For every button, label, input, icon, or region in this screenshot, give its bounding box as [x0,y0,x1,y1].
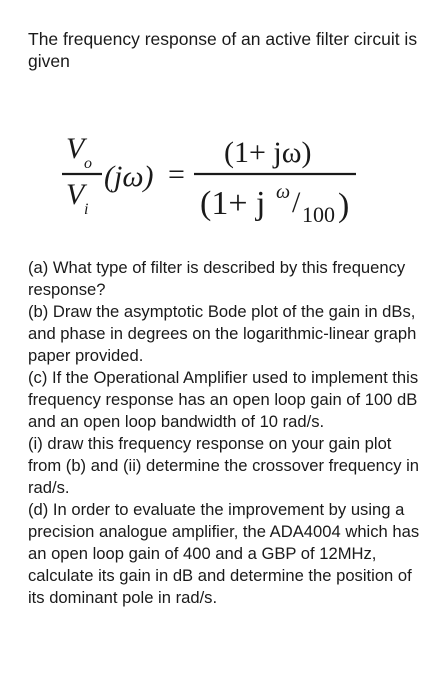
equals-sign: = [168,158,185,191]
rhs-denominator-hundred: 100 [302,202,335,227]
transfer-function-formula [54,118,374,228]
formula-svg [54,118,374,228]
rhs-numerator: (1+ jω) [224,136,312,169]
rhs-denominator-close: ) [338,187,350,224]
question-b: (b) Draw the asymptotic Bode plot of the gain in dBs, and phase in degrees on the logarithmic-linear graph paper provided. [28,302,417,365]
rhs-denominator-open: (1+ j [200,185,266,222]
rhs-denominator-slash: / [292,186,301,219]
rhs-denominator-omega: ω [276,181,291,203]
question-c-subparts: (i) draw this frequency response on your gain plot from (b) and (ii) determine the crossover frequency in rad/s. [28,434,420,497]
question-c: (c) If the Operational Amplifier used to implement this frequency response has an open loop gain of 100 dB and an open loop bandwidth of 10 rad/s. [28,368,419,431]
question-list [28,257,420,609]
problem-intro: The frequency response of an active filter circuit is given [28,29,418,71]
lhs-denominator: V [66,178,85,211]
lhs-argument: (jω) [104,160,154,193]
question-d: (d) In order to evaluate the improvement by using a precision analogue amplifier, the ADA4004 which has an open loop gain of 400 and a GBP of 12MHz, calculate its gain in dB and determine the position of its dominant pole in rad/s. [28,500,420,607]
lhs-numerator-subscript: o [84,155,92,172]
lhs-numerator: V [66,132,85,165]
question-a: (a) What type of filter is described by this frequency response? [28,258,406,299]
lhs-denominator-subscript: i [84,201,89,218]
